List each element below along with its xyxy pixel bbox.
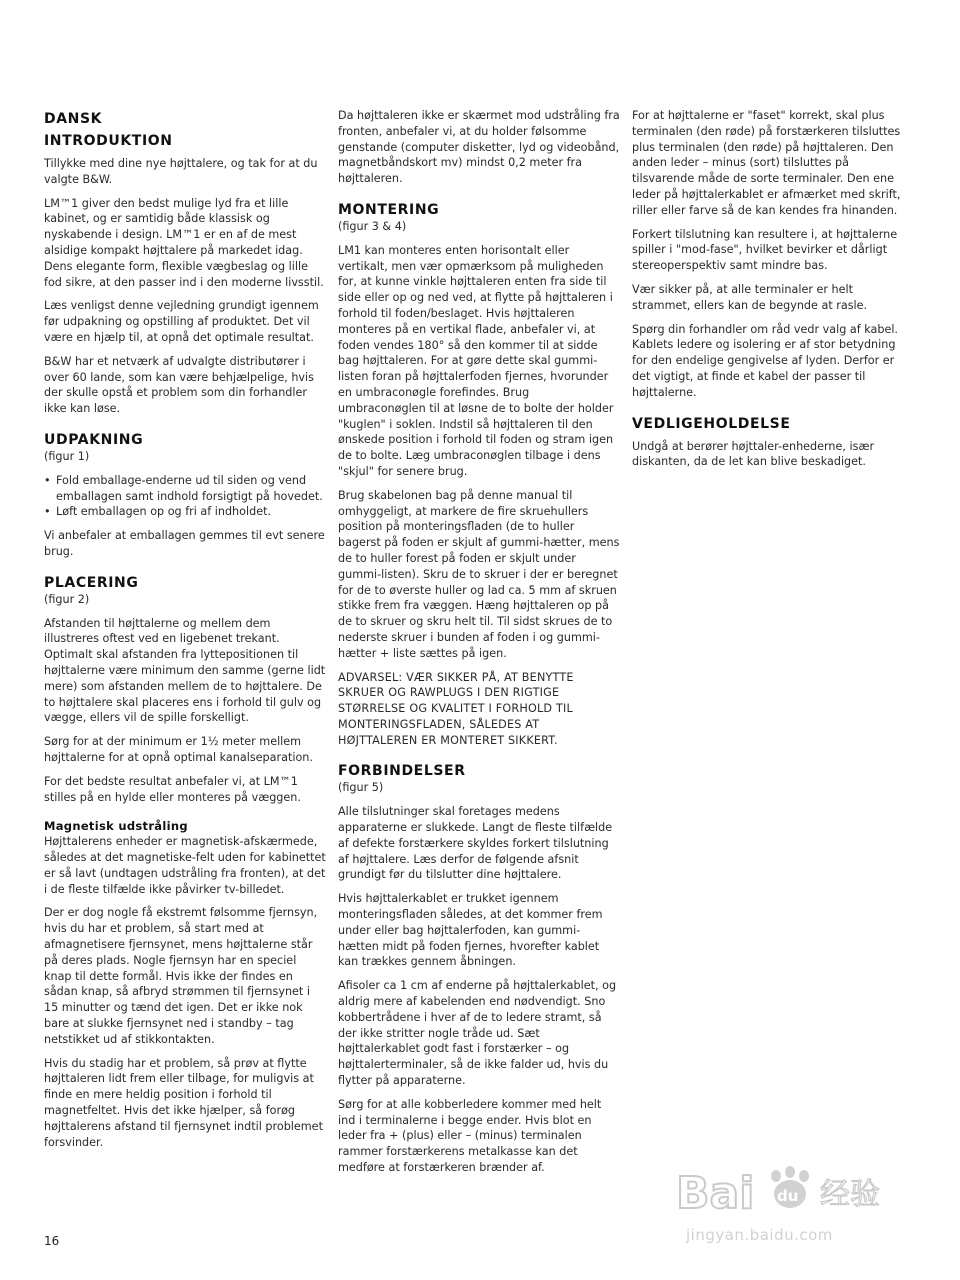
paragraph: Der er dog nogle få ekstremt følsomme fjernsyn, hvis du har et problem, så start med at afmagnetisere fjernsynet, mens højttalerne står på deres plads. Nogle fjernsyn har en speciel knap til dette formål. Hvis ikke der findes en sådan knap, så afbryd strømmen til fjernsynet i 15 minutter og tænd det igen. Det er ikke nok bare at slukke fjernsynet ned i standby – tag netstikket ud af stikkontakten. bbox=[44, 906, 318, 1046]
figure-reference: (figur 5) bbox=[338, 781, 384, 795]
section-introduktion bbox=[44, 132, 326, 417]
paragraph: LM™1 giver den bedst mulige lyd fra et lille kabinet, og er samtidig både klassisk og nyskabende i design. LM™1 er en af de mest alsidige kompakt højttalere på markedet idag. Dens elegante form, flexible vægbeslag og lille fod sikre, at den passer ind i den moderne livsstil. bbox=[44, 196, 324, 289]
paragraph: Spørg din forhandler om råd vedr valg af kabel. Kablets ledere og isolering er af stor betydning for den endelige gengivelse af lyden. Derfor er det vigtigt, at finde et kabel der passer til højttalerne. bbox=[632, 322, 898, 399]
figure-reference: (figur 1) bbox=[44, 449, 90, 463]
paragraph: Hvis du stadig har et problem, så prøv at flytte højttaleren lidt frem eller tilbage, for muligvis at finde en mere heldig position i forhold til magnetfeltet. Hvis det ikke hjælper, så forøg højttalerens afstand til fjernsynet indtil problemet forsvinder. bbox=[44, 1056, 323, 1149]
paragraph: Sørg for at der minimum er 1½ meter mellem højttalerne for at opnå optimal kanalseparation. bbox=[44, 735, 313, 764]
figure-reference: (figur 3 & 4) bbox=[338, 219, 407, 233]
section-placering bbox=[44, 574, 326, 806]
section-title: UDPAKNING bbox=[44, 431, 144, 448]
paragraph: B&W har et netværk af udvalgte distributører i over 60 lande, som kan være behjælpelige, hvis der skulle opstå et problem som din forhandler ikke kan løse. bbox=[44, 354, 314, 416]
page-number: 16 bbox=[44, 1234, 60, 1248]
paragraph: LM1 kan monteres enten horisontalt eller vertikalt, men vær opmærksom på muligheden for, at kunne vinkle højttaleren enten fra side til side eller op og ned ved, at flytte på højttaleren i forhold til foden/beslaget. Hvis højttaleren monteres på en vertikal flade, anbefaler vi, at foden vendes 180° så den kommer til at sidde bag højttaleren. For at gøre dette skal gummi-listen foran på højttalerfoden fjernes, hvorunder en umbraconøgle forefindes. Brug umbraconøglen til at løsne de to bolte der holder "kuglen" i soklen. Indstil så højttaleren til den ønskede position i forhold til foden og stram igen de to bolte. Læg umbraconøglen tilbage i dens "skjul" for senere brug. bbox=[338, 243, 614, 478]
column-left bbox=[44, 108, 326, 1158]
paragraph: Læs venligst denne vejledning grundigt igennem før udpakning og opstilling af produktet. Det vil være en hjælp til, at opnå det optimale resultat. bbox=[44, 299, 319, 344]
paragraph: Hvis højttalerkablet er trukket igennem monteringsfladen således, at det kommer frem under eller bag højttalerfoden, kan gummi-hætten midt på foden fjernes, hvorefter kablet kan trækkes gennem åbningen. bbox=[338, 892, 603, 969]
watermark-brand-cn: 经验 bbox=[820, 1177, 880, 1212]
section-forbindelser bbox=[338, 762, 620, 1175]
watermark-brand-du: du bbox=[777, 1187, 799, 1205]
paragraph: Sørg for at alle kobberledere kommer med helt ind i terminalerne i begge ender. Hvis blot en leder fra + (plus) eller – (minus) terminalen rammer forstærkerens metalkasse kan det medføre at forstærkeren brænder af. bbox=[338, 1097, 602, 1175]
section-title: VEDLIGEHOLDELSE bbox=[632, 415, 791, 432]
paragraph: Alle tilslutninger skal foretages medens apparaterne er slukkede. Langt de fleste tilfælde af defekte forstærkere skyldes forkert tilslutning af højttalere. Læs derfor de følgende afsnit grundigt før du tilslutter dine højttalere. bbox=[338, 805, 613, 882]
section-magnetisk-udstraaling bbox=[44, 819, 326, 1150]
list-item: • Løft emballagen op og fri af indholdet. bbox=[44, 504, 326, 520]
section-title: FORBINDELSER bbox=[338, 763, 466, 780]
section-title: MONTERING bbox=[338, 201, 440, 218]
paragraph: Vær sikker på, at alle terminaler er helt strammet, ellers kan de begynde at rasle. bbox=[632, 282, 868, 312]
watermark-logo bbox=[672, 1150, 922, 1250]
figure-reference: (figur 2) bbox=[44, 592, 90, 606]
paragraph: Afisoler ca 1 cm af enderne på højttalerkablet, og aldrig mere af kabelenden end nødvendigt. Sno kobbertrådene i hver af de to ledere stramt, så der ikke stritter nogle tråde ud. Sæt højttalerkablet godt fast i forstærker – og højttalerterminaler, så de ikke falder ud, hvis du flytter på apparaterne. bbox=[338, 979, 617, 1088]
section-montering bbox=[338, 201, 620, 749]
section-vedligeholdelse bbox=[632, 415, 910, 471]
paragraph: Vi anbefaler at emballagen gemmes til evt senere brug. bbox=[44, 529, 325, 558]
language-title: DANSK bbox=[44, 111, 103, 127]
warning-paragraph: ADVARSEL: VÆR SIKKER PÅ, AT BENYTTE SKRUER OG RAWPLUGS I DEN RIGTIGE STØRRELSE OG KVALITET I FORHOLD TIL MONTERINGSFLADEN, SÅLEDES AT HØJTTALEREN ER MONTERET SIKKERT. bbox=[338, 670, 574, 747]
column-middle bbox=[338, 108, 620, 1184]
paragraph: Højttalerens enheder er magnetisk-afskærmede, således at det magnetiske-felt uden for kabinettet er så lavt (undtagen udstråling fra fronten), at det i de fleste tilfælde ikke påvirker tv-billedet. bbox=[44, 835, 326, 896]
subsection-title: Magnetisk udstråling bbox=[44, 819, 188, 834]
paragraph: For at højttalerne er "faset" korrekt, skal plus terminalen (den røde) på forstærkeren tilsluttes plus terminalen (den røde) på højttaleren. Den anden leder – minus (sort) tilsluttes på tilsvarende måde de sorte terminaler. Den ene leder på højttalerkablet er afmærket med skrift, riller eller farve så de kan kendes fra hinanden. bbox=[632, 109, 901, 217]
paragraph: Brug skabelonen bag på denne manual til omhyggeligt, at markere de fire skruehullers position på monteringsfladen (de to huller bagerst på foden er skjult af gummi-hætter, mens de to huller forest på foden er skjult under gummi-listen). Skru de to skruer i der er beregnet for de to øverste huller og lad ca. 5 mm af skruen stikke frem fra væggen. Hæng højttaleren op på de to skruer og skru helt til. Til sidst skrues de to nederste skruer i bunden af foden i og gummi-hætter + liste sættes på igen. bbox=[338, 488, 620, 660]
paragraph: Forkert tilslutning kan resultere i, at højttalerne spiller i "mod-fase", hvilket bevirker et dårligt stereoperspektiv samt mindre bas. bbox=[632, 227, 898, 273]
paragraph: Tillykke med dine nye højttalere, og tak for at du valgte B&W. bbox=[44, 157, 318, 186]
paragraph: Afstanden til højttalerne og mellem dem illustreres oftest ved en ligebenet trekant. Optimalt skal afstanden fra lyttepositionen til højttalerne være minimum den samme (gerne lidt mere) som afstanden mellem de to højttalere. De to højttalere skal placeres ens i forhold til gulv og vægge, ellers vil de spille forskelligt. bbox=[44, 616, 326, 725]
section-title: PLACERING bbox=[44, 574, 139, 591]
paragraph: Da højttaleren ikke er skærmet mod udstråling fra fronten, anbefaler vi, at du holder følsomme genstande (computer disketter, lyd og videobånd, magnetbåndskort mv) mindst 0,2 meter fra højttaleren. bbox=[338, 109, 620, 186]
paragraph: For det bedste resultat anbefaler vi, at LM™1 stilles på en hylde eller monteres på væggen. bbox=[44, 774, 301, 804]
bullet-list bbox=[44, 473, 326, 520]
paragraph: Undgå at berører højttaler-enhederne, især diskanten, da de let kan blive beskadiget. bbox=[632, 439, 875, 469]
column-right bbox=[632, 108, 910, 478]
baidu-logo-icon bbox=[672, 1150, 922, 1230]
section-title: INTRODUKTION bbox=[44, 133, 173, 149]
section-udpakning bbox=[44, 431, 326, 560]
watermark-brand-latin: Bai bbox=[676, 1168, 755, 1219]
list-item: • Fold emballage-enderne ud til siden og vend emballagen samt indhold forsigtigt på hovedet. bbox=[44, 473, 326, 505]
watermark-url: jingyan.baidu.com bbox=[686, 1226, 833, 1244]
